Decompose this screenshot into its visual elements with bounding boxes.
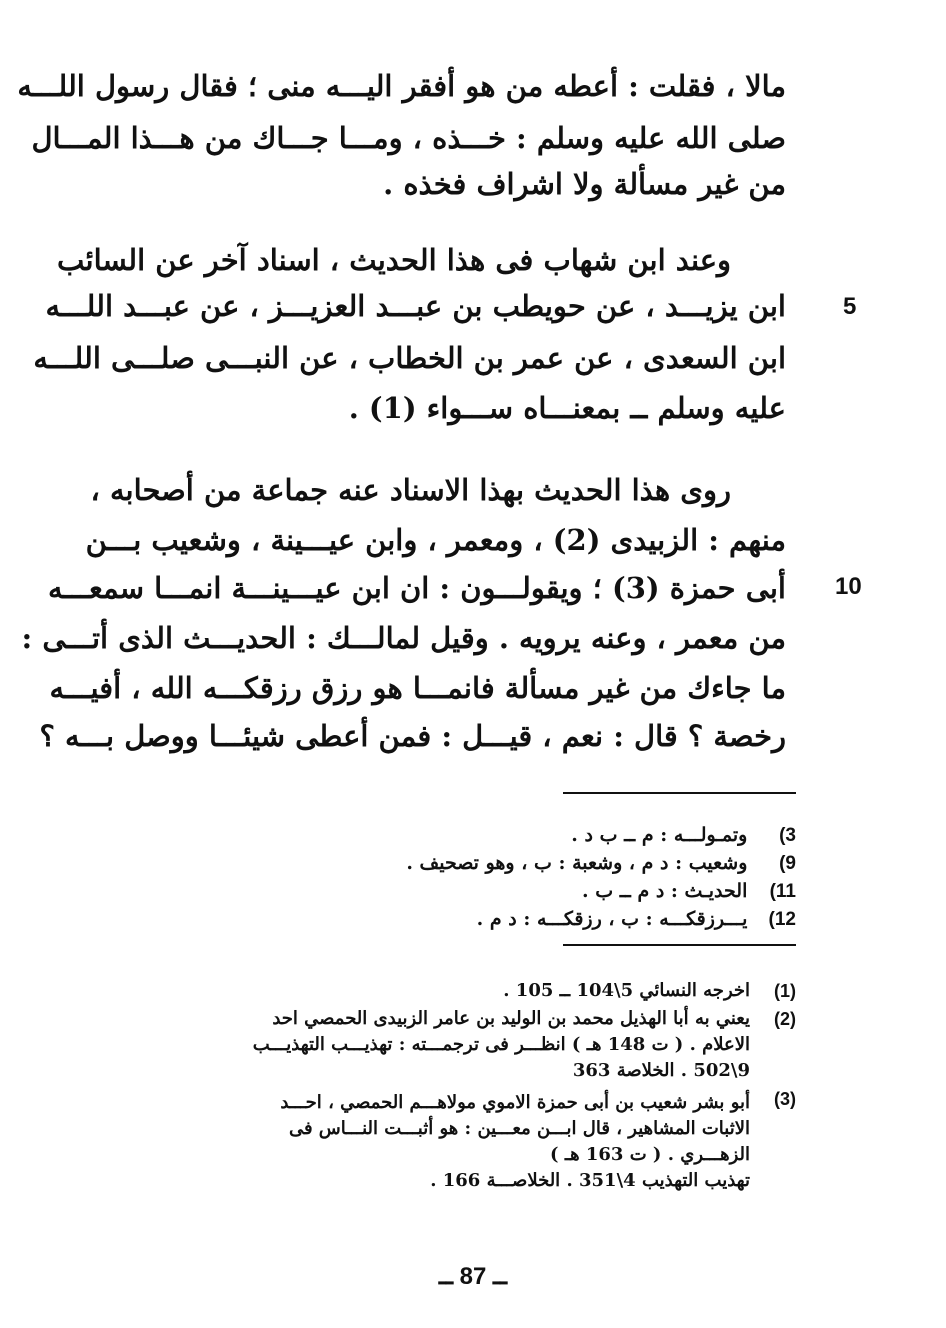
line-number: 5 (843, 293, 857, 320)
footnote-text: تهذيب التهذيب 4\351 . الخلاصـــة 166 . (430, 1170, 750, 1191)
main-text-line: صلى الله عليه وسلم : خـــذه ، ومـــا جـــاك من هـــذا المـــال (31, 121, 786, 155)
variant-note (406, 854, 796, 873)
line-number: 10 (835, 573, 862, 600)
main-text-line: مالا ، فقلت : أعطه من هو أفقر اليـــه منى ؛ فقال رسول اللـــه (17, 69, 786, 103)
main-text-line: من معمر ، وعنه يرويه . وقيل لمالـــك : الحديـــث الذى أتـــى : (21, 621, 786, 655)
footnote-text: يعني به أبا الهذيل محمد بن الوليد بن عامر الزبيدى الحمصي احد (272, 1008, 750, 1029)
main-text-line: وعند ابن شهاب فى هذا الحديث ، اسناد آخر عن السائب (57, 243, 731, 277)
variant-note (477, 910, 796, 929)
variant-note (571, 826, 796, 845)
variant-note (582, 882, 796, 901)
main-text-line: ابن يزيـــد ، عن حويطب بن عبـــد العزيـــز ، عن عبـــد اللـــه (45, 289, 786, 323)
footnote-text: الزهـــري . ( ت 163 هـ ) (550, 1144, 750, 1165)
main-text-line: ابن السعدى ، عن عمر بن الخطاب ، عن النبـــى صلـــى اللـــه (33, 341, 786, 375)
variant-note-number: 11) (769, 881, 796, 902)
variant-note-text: يـــرزقكـــه : ب ، رزقكـــه : د م . (476, 908, 748, 930)
variant-note-text: وتمـولـــه : م ــ ب د . (571, 824, 748, 846)
footnote-text: الاثبات المشاهير ، قال ابـــن معـــين : هو أثبـــت النـــاس فى (288, 1118, 750, 1139)
footnote-text: 9\502 . الخلاصة 363 (572, 1060, 750, 1081)
variant-note-text: الحديـث : د م ــ ب . (581, 880, 748, 902)
footnotes-separator (563, 944, 796, 946)
footnote-text: أبو بشر شعيب بن أبى حمزة الاموي مولاهـــم الحمصي ، احـــد (280, 1092, 750, 1113)
footnote-text: الاعلام . ( ت 148 هـ ) انظـــر فى ترجمـــته : تهذيـــب التهذيـــب (252, 1034, 750, 1055)
footnote-number: (1) (774, 981, 796, 1001)
main-text-line: من غير مسألة ولا اشراف فخذه . (383, 167, 786, 201)
footnote-number: (2) (774, 1009, 796, 1029)
main-text-line: ما جاءك من غير مسألة فانمـــا هو رزق رزقكـــه الله ، أفيـــه (49, 671, 786, 705)
main-text-line: منهم : الزبيدى (2) ، ومعمر ، وابن عيـــينة ، وشعيب بـــن (85, 523, 786, 557)
notes-separator (563, 792, 796, 794)
main-text-line: عليه وسلم ــ بمعنـــاه ســـواء (1) . (348, 391, 786, 425)
footnote-text: اخرجه النسائي 5\104 ــ 105 . (503, 980, 750, 1001)
main-text-line: رخصة ؟ قال : نعم ، قيـــل : فمن أعطى شيئـــا ووصل بـــه ؟ (39, 719, 786, 753)
page-number: ــ 87 ــ (438, 1263, 508, 1290)
variant-note-text: وشعيب : د م ، وشعبة : ب ، وهو تصحيف . (406, 852, 748, 874)
main-text-line: أبى حمزة (3) ؛ ويقولـــون : ان ابن عيـــينـــة انمـــا سمعـــه (48, 571, 786, 605)
main-text-line: روى هذا الحديث بهذا الاسناد عنه جماعة من أصحابه ، (90, 473, 731, 507)
variant-note-number: 9) (779, 853, 796, 874)
variant-note-number: 3) (779, 825, 796, 846)
variant-note-number: 12) (768, 909, 796, 930)
footnote-number: (3) (774, 1089, 796, 1109)
